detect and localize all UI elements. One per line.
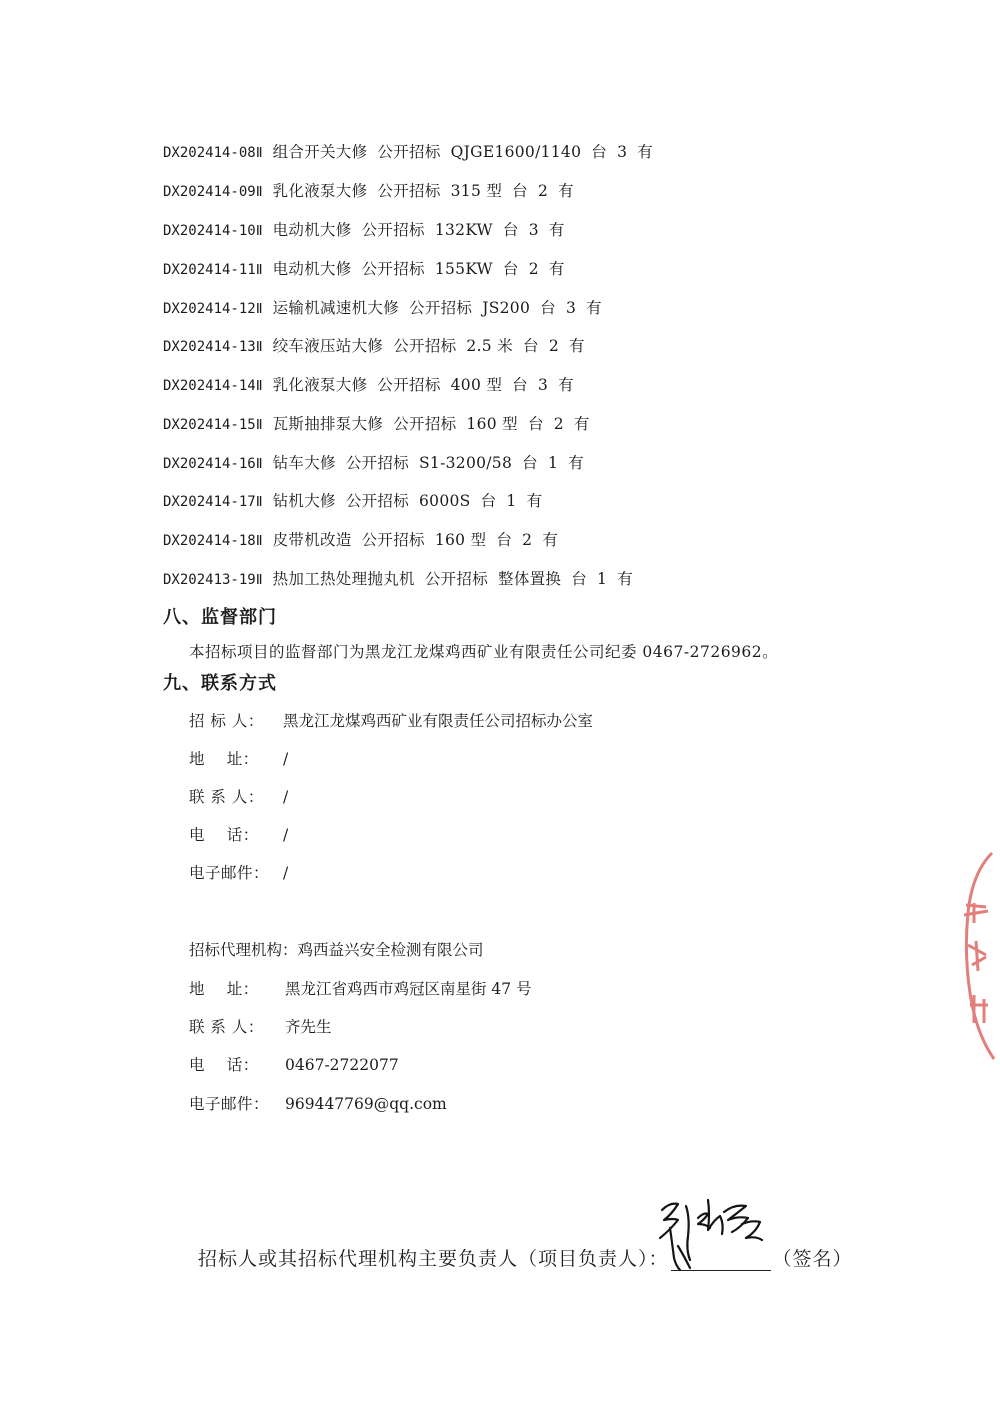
item-name: 乳化液泵大修 — [272, 182, 368, 200]
item-row — [163, 334, 595, 356]
item-row — [163, 257, 575, 279]
item-qty: 1 — [597, 570, 608, 588]
item-method: 公开招标 — [377, 143, 441, 161]
agency-name-label: 招标代理机构： — [189, 941, 298, 959]
tenderer-contact-value: / — [283, 788, 289, 806]
item-qty: 2 — [528, 260, 539, 278]
item-flag: 有 — [526, 492, 543, 510]
item-flag: 有 — [568, 454, 584, 472]
item-flag: 有 — [548, 221, 565, 239]
item-spec: 155KW — [434, 260, 493, 278]
agency-email-value: 969447769@qq.com — [285, 1095, 447, 1113]
item-row — [163, 489, 552, 511]
item-method: 公开招标 — [345, 492, 410, 510]
item-unit: 台 — [502, 260, 519, 278]
tenderer-contact-row — [189, 785, 288, 807]
tenderer-name-label: 招 标 人： — [189, 712, 264, 730]
agency-email-row — [189, 1092, 447, 1114]
item-code: DX202414-18Ⅱ — [163, 533, 263, 549]
agency-name-value: 鸡西益兴安全检测有限公司 — [297, 941, 484, 959]
item-flag: 有 — [548, 260, 565, 278]
item-qty: 2 — [522, 531, 533, 549]
tenderer-address-row — [189, 747, 288, 769]
item-row — [163, 451, 594, 473]
item-spec: 160 型 — [434, 531, 487, 549]
agency-name-row — [189, 938, 484, 960]
item-qty: 3 — [617, 143, 628, 161]
item-name: 组合开关大修 — [272, 143, 368, 161]
item-code: DX202414-11Ⅱ — [163, 262, 263, 278]
item-name: 运输机减速机大修 — [272, 299, 400, 317]
item-row — [163, 412, 600, 434]
item-name: 电动机大修 — [272, 221, 352, 239]
item-name: 皮带机改造 — [272, 531, 352, 549]
item-name: 钻车大修 — [272, 454, 336, 472]
section8-heading: 八、监督部门 — [163, 607, 277, 628]
item-flag: 有 — [573, 415, 590, 433]
item-code: DX202414-15Ⅱ — [163, 417, 263, 433]
item-code: DX202414-12Ⅱ — [163, 301, 263, 317]
agency-address-label: 地 址： — [189, 980, 259, 998]
item-method: 公开招标 — [393, 415, 457, 433]
item-method: 公开招标 — [409, 299, 473, 317]
item-flag: 有 — [568, 337, 585, 355]
item-row — [163, 373, 584, 395]
item-row — [163, 140, 663, 162]
item-spec: 整体置换 — [498, 570, 562, 588]
item-spec: 160 型 — [466, 415, 518, 433]
item-code: DX202414-16Ⅱ — [163, 456, 263, 472]
item-method: 公开招标 — [377, 376, 441, 394]
agency-phone-row — [189, 1053, 399, 1075]
item-method: 公开招标 — [361, 221, 425, 239]
agency-contact-row — [189, 1015, 332, 1037]
item-qty: 2 — [548, 337, 559, 355]
item-name: 瓦斯抽排泵大修 — [272, 415, 384, 433]
item-flag: 有 — [542, 531, 559, 549]
item-qty: 2 — [553, 415, 564, 433]
item-unit: 台 — [512, 182, 528, 200]
item-qty: 2 — [537, 182, 549, 200]
item-code: DX202414-14Ⅱ — [163, 378, 263, 394]
item-unit: 台 — [571, 570, 588, 588]
tenderer-address-label: 地 址： — [189, 750, 259, 768]
item-flag: 有 — [558, 376, 574, 394]
item-name: 钻机大修 — [272, 492, 336, 510]
tenderer-phone-value: / — [283, 826, 289, 844]
item-method: 公开招标 — [345, 454, 410, 472]
tenderer-phone-row — [189, 823, 288, 845]
item-code: DX202414-09Ⅱ — [163, 184, 263, 200]
item-unit: 台 — [512, 376, 528, 394]
official-stamp — [952, 845, 1000, 1065]
item-row — [163, 179, 584, 201]
item-unit: 台 — [496, 531, 513, 549]
item-code: DX202414-17Ⅱ — [163, 494, 263, 510]
item-unit: 台 — [527, 415, 544, 433]
item-spec: QJGE1600/1140 — [450, 143, 582, 161]
item-spec: 6000S — [419, 492, 471, 510]
agency-contact-value: 齐先生 — [285, 1018, 332, 1036]
item-code: DX202413-19Ⅱ — [163, 572, 263, 588]
item-qty: 1 — [506, 492, 517, 510]
item-flag: 有 — [617, 570, 634, 588]
item-method: 公开招标 — [361, 531, 425, 549]
tenderer-name-value: 黑龙江龙煤鸡西矿业有限责任公司招标办公室 — [283, 712, 594, 730]
item-method: 公开招标 — [393, 337, 457, 355]
item-spec: S1-3200/58 — [419, 454, 513, 472]
agency-contact-label: 联 系 人： — [189, 1018, 264, 1036]
tenderer-email-label: 电子邮件： — [189, 864, 270, 882]
tenderer-email-value: / — [283, 864, 289, 882]
item-method: 公开招标 — [361, 260, 425, 278]
item-row — [163, 296, 612, 318]
item-unit: 台 — [523, 337, 539, 355]
section8-text: 本招标项目的监督部门为黑龙江龙煤鸡西矿业有限责任公司纪委 0467-2726962。 — [189, 643, 779, 661]
item-code: DX202414-10Ⅱ — [163, 223, 263, 239]
item-unit: 台 — [502, 221, 519, 239]
item-flag: 有 — [558, 182, 574, 200]
item-row — [163, 567, 643, 589]
item-unit: 台 — [540, 299, 556, 317]
item-spec: 2.5 米 — [466, 337, 513, 355]
tenderer-contact-label: 联 系 人： — [189, 788, 264, 806]
item-unit: 台 — [522, 454, 538, 472]
item-qty: 3 — [537, 376, 549, 394]
signature-prefix: 招标人或其招标代理机构主要负责人（项目负责人）： — [198, 1248, 669, 1270]
item-spec: 400 型 — [450, 376, 503, 394]
item-flag: 有 — [586, 299, 602, 317]
item-qty: 3 — [528, 221, 539, 239]
item-name: 热加工热处理抛丸机 — [272, 570, 415, 588]
item-unit: 台 — [591, 143, 608, 161]
item-name: 电动机大修 — [272, 260, 352, 278]
item-method: 公开招标 — [377, 182, 441, 200]
item-qty: 1 — [547, 454, 559, 472]
tenderer-email-row — [189, 861, 288, 883]
item-row — [163, 528, 568, 550]
item-spec: 132KW — [434, 221, 493, 239]
agency-address-row — [189, 977, 532, 999]
item-qty: 3 — [565, 299, 577, 317]
agency-email-label: 电子邮件： — [189, 1095, 270, 1113]
agency-phone-label: 电 话： — [189, 1056, 259, 1074]
item-spec: JS200 — [482, 299, 531, 317]
item-code: DX202414-13Ⅱ — [163, 339, 263, 355]
tenderer-phone-label: 电 话： — [189, 826, 259, 844]
item-flag: 有 — [637, 143, 654, 161]
item-row — [163, 218, 575, 240]
tenderer-name-row — [189, 709, 593, 731]
item-name: 乳化液泵大修 — [272, 376, 368, 394]
signature-suffix: （签名） — [772, 1248, 853, 1270]
handwritten-signature — [650, 1188, 780, 1278]
agency-address-value: 黑龙江省鸡西市鸡冠区南星街 47 号 — [285, 980, 532, 998]
item-method: 公开招标 — [424, 570, 489, 588]
section9-heading: 九、联系方式 — [163, 673, 277, 694]
item-spec: 315 型 — [450, 182, 503, 200]
tenderer-address-value: / — [283, 750, 289, 768]
item-name: 绞车液压站大修 — [272, 337, 384, 355]
agency-phone-value: 0467-2722077 — [285, 1056, 399, 1074]
item-unit: 台 — [480, 492, 497, 510]
item-code: DX202414-08Ⅱ — [163, 145, 263, 161]
